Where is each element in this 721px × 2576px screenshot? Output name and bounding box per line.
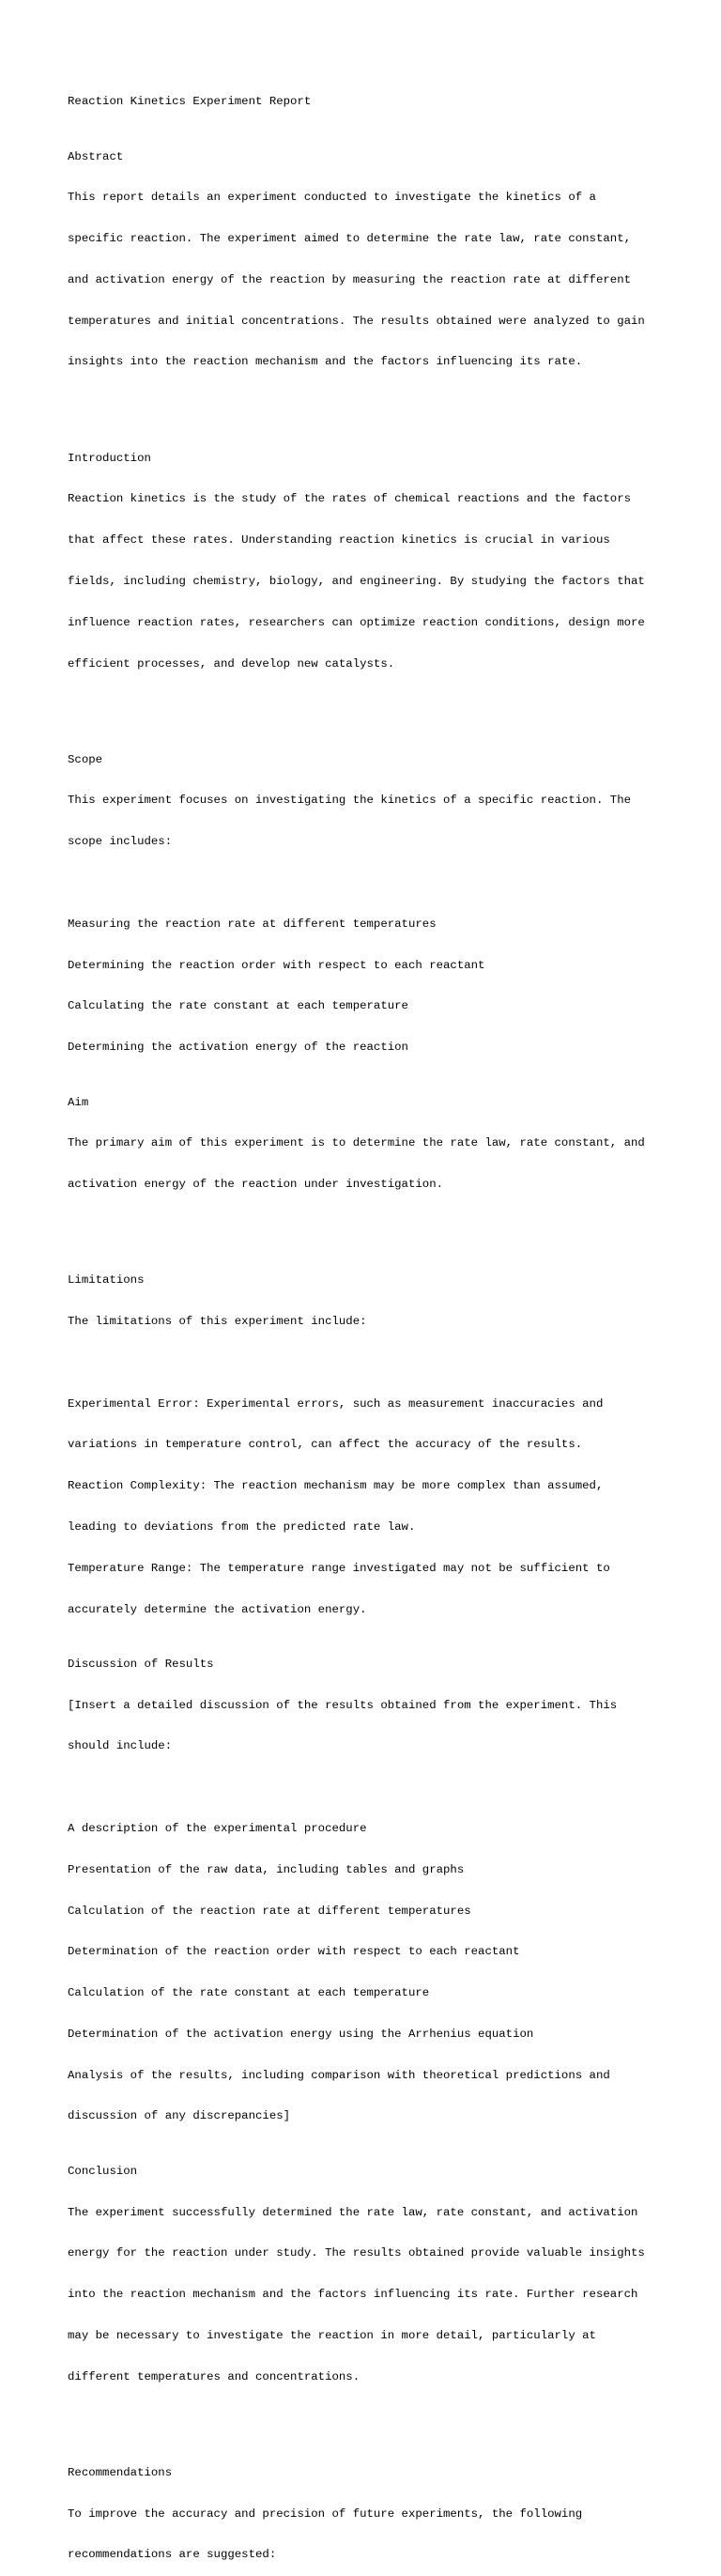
- introduction-line: influence reaction rates, researchers can optimize reaction conditions, design more: [68, 615, 645, 629]
- limitations-item: Temperature Range: The temperature range investigated may not be sufficient to: [68, 1561, 610, 1575]
- discussion-line: should include:: [68, 1739, 173, 1753]
- abstract-heading: Abstract: [68, 149, 124, 163]
- abstract-line: This report details an experiment conducted to investigate the kinetics of a: [68, 191, 596, 205]
- aim-heading: Aim: [68, 1095, 89, 1109]
- limitations-line: The limitations of this experiment include:: [68, 1315, 367, 1329]
- scope-item: Measuring the reaction rate at different temperatures: [68, 917, 437, 931]
- paragraph-spacer: [68, 1356, 668, 1370]
- scope-item: Calculating the rate constant at each temperature: [68, 999, 408, 1013]
- discussion-item: Calculation of the rate constant at each temperature: [68, 1986, 430, 2000]
- paragraph-spacer: [68, 1781, 668, 1795]
- conclusion-line: energy for the reaction under study. The results obtained provide valuable insights: [68, 2246, 645, 2260]
- discussion-item: discussion of any discrepancies]: [68, 2109, 291, 2123]
- conclusion-heading: Conclusion: [68, 2164, 138, 2178]
- limitations-item: accurately determine the activation energy.: [68, 1602, 367, 1616]
- document-page: [68, 68, 668, 2576]
- scope-heading: Scope: [68, 752, 103, 766]
- discussion-heading: Discussion of Results: [68, 1657, 214, 1671]
- paragraph-spacer: [68, 1219, 668, 1233]
- discussion-item: A description of the experimental procedure: [68, 1822, 367, 1835]
- limitations-item: leading to deviations from the predicted rate law.: [68, 1519, 416, 1534]
- introduction-heading: Introduction: [68, 451, 151, 465]
- abstract-line: temperatures and initial concentrations. The results obtained were analyzed to gain: [68, 314, 645, 328]
- introduction-line: that affect these rates. Understanding reaction kinetics is crucial in various: [68, 533, 610, 548]
- conclusion-line: may be necessary to investigate the reaction in more detail, particularly at: [68, 2328, 596, 2342]
- recommendations-line: recommendations are suggested:: [68, 2548, 277, 2562]
- aim-line: activation energy of the reaction under investigation.: [68, 1178, 444, 1192]
- introduction-line: fields, including chemistry, biology, and engineering. By studying the factors that: [68, 574, 645, 588]
- introduction-line: Reaction kinetics is the study of the rates of chemical reactions and the factors: [68, 492, 632, 506]
- discussion-line: [Insert a detailed discussion of the results obtained from the experiment. This: [68, 1698, 618, 1712]
- paragraph-spacer: [68, 396, 668, 410]
- conclusion-line: The experiment successfully determined the rate law, rate constant, and activation: [68, 2205, 638, 2219]
- limitations-heading: Limitations: [68, 1273, 145, 1288]
- conclusion-line: into the reaction mechanism and the factors influencing its rate. Further research: [68, 2288, 638, 2302]
- discussion-item: Determination of the activation energy using the Arrhenius equation: [68, 2027, 534, 2041]
- limitations-item: Reaction Complexity: The reaction mechanism may be more complex than assumed,: [68, 1479, 604, 1493]
- introduction-line: efficient processes, and develop new catalysts.: [68, 656, 395, 671]
- scope-line: scope includes:: [68, 835, 173, 849]
- limitations-item: variations in temperature control, can affect the accuracy of the results.: [68, 1438, 583, 1452]
- scope-item: Determining the reaction order with respect to each reactant: [68, 958, 485, 972]
- paragraph-spacer: [68, 698, 668, 712]
- discussion-item: Presentation of the raw data, including tables and graphs: [68, 1862, 465, 1876]
- document-title: Reaction Kinetics Experiment Report: [68, 95, 312, 109]
- paragraph-spacer: [68, 2412, 668, 2426]
- conclusion-line: different temperatures and concentrations.: [68, 2369, 360, 2383]
- recommendations-heading: Recommendations: [68, 2465, 173, 2479]
- abstract-line: insights into the reaction mechanism and the factors influencing its rate.: [68, 355, 583, 369]
- scope-item: Determining the activation energy of the reaction: [68, 1041, 408, 1055]
- limitations-item: Experimental Error: Experimental errors, such as measurement inaccuracies and: [68, 1396, 604, 1411]
- scope-line: This experiment focuses on investigating the kinetics of a specific reaction. The: [68, 794, 632, 808]
- discussion-item: Analysis of the results, including comparison with theoretical predictions and: [68, 2068, 610, 2082]
- discussion-item: Calculation of the reaction rate at different temperatures: [68, 1904, 471, 1918]
- paragraph-spacer: [68, 876, 668, 890]
- recommendations-line: To improve the accuracy and precision of future experiments, the following: [68, 2507, 583, 2521]
- abstract-line: specific reaction. The experiment aimed to determine the rate law, rate constant,: [68, 232, 632, 246]
- aim-line: The primary aim of this experiment is to determine the rate law, rate constant, and: [68, 1136, 645, 1150]
- discussion-item: Determination of the reaction order with respect to each reactant: [68, 1945, 520, 1959]
- abstract-line: and activation energy of the reaction by measuring the reaction rate at different: [68, 272, 632, 286]
